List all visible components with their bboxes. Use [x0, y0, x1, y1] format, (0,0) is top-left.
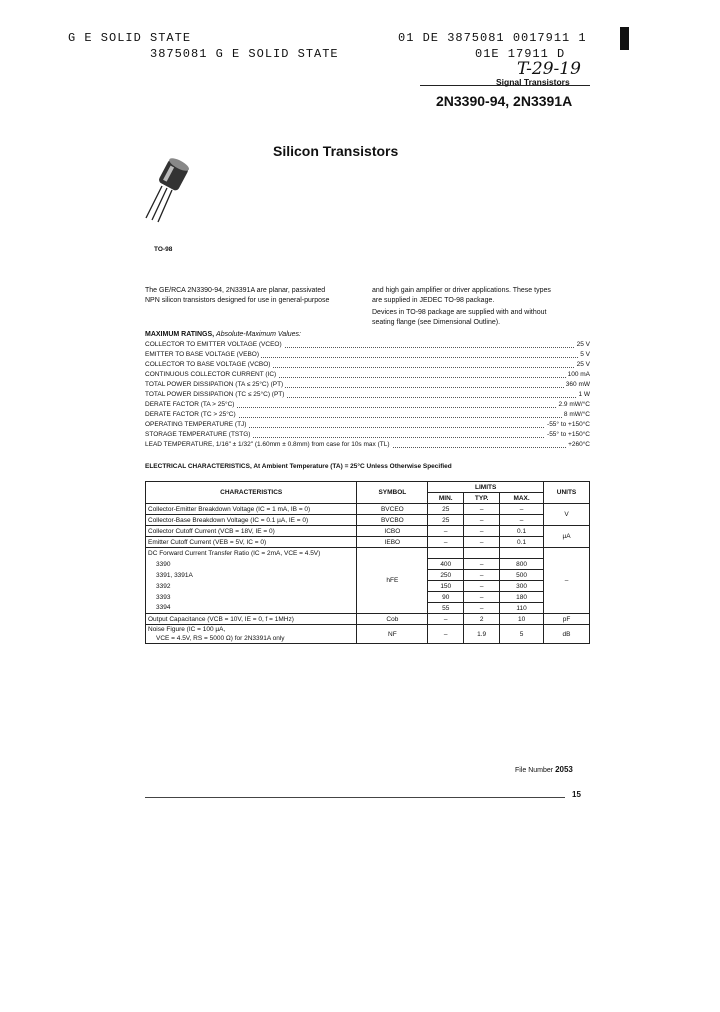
cell-min: –	[428, 625, 464, 644]
cell-char: Output Capacitance (VCB = 10V, IE = 0, f = 1MHz)	[146, 614, 357, 625]
cell-symbol: ICBO	[357, 526, 428, 537]
cell-typ: –	[464, 515, 500, 526]
cell-char: Collector-Emitter Breakdown Voltage (IC = 1 mA, IB = 0)	[146, 504, 357, 515]
cell-typ: –	[464, 592, 500, 603]
intro-right-line1: and high gain amplifier or driver applications. These types	[372, 287, 551, 294]
cell-symbol: Cob	[357, 614, 428, 625]
nf-line1: Noise Figure (IC = 100 µA,	[148, 626, 226, 633]
rating-label: STORAGE TEMPERATURE (TSTG)	[145, 431, 251, 438]
cell-max: 110	[500, 603, 544, 614]
rating-value: 1 W	[578, 391, 590, 398]
cell-max: 300	[500, 581, 544, 592]
col-symbol: SYMBOL	[357, 482, 428, 504]
package-label: TO-98	[154, 246, 173, 253]
category-label: Signal Transistors	[496, 77, 570, 87]
rating-value: 25 V	[576, 341, 590, 348]
cell-max: 180	[500, 592, 544, 603]
cell-min: 250	[428, 570, 464, 581]
intro-right-line2: are supplied in JEDEC TO-98 package.	[372, 297, 495, 304]
cell-min: 90	[428, 592, 464, 603]
cell-units: dB	[544, 625, 590, 644]
rating-label: DERATE FACTOR (TC > 25°C)	[145, 411, 236, 418]
cell-min: 400	[428, 559, 464, 570]
rating-row	[145, 341, 590, 351]
cell-symbol: hFE	[357, 548, 428, 614]
rating-value: 2.9 mW/°C	[558, 401, 590, 408]
col-typ: TYP.	[464, 493, 500, 504]
max-ratings-title: MAXIMUM RATINGS,	[145, 331, 215, 338]
cell-max: –	[500, 504, 544, 515]
rating-label: COLLECTOR TO BASE VOLTAGE (VCBO)	[145, 361, 271, 368]
rating-value: 25 V	[576, 361, 590, 368]
file-number-value: 2053	[555, 765, 573, 774]
nf-line2: VCE = 4.5V, RS = 5000 Ω) for 2N3391A only	[156, 635, 285, 642]
intro-right-line3: Devices in TO-98 package are supplied with and without	[372, 309, 547, 316]
cell-typ: –	[464, 537, 500, 548]
rating-row	[145, 421, 590, 431]
cell-max: –	[500, 515, 544, 526]
rating-row	[145, 431, 590, 441]
rating-label: OPERATING TEMPERATURE (TJ)	[145, 421, 247, 428]
cell-typ: 2	[464, 614, 500, 625]
table-row	[146, 548, 590, 559]
cell-char: Collector-Base Breakdown Voltage (IC = 0.1 µA, IE = 0)	[146, 515, 357, 526]
rating-row	[145, 411, 590, 421]
rating-label: TOTAL POWER DISSIPATION (TC ≤ 25°C) (PT)	[145, 391, 285, 398]
cell-typ: –	[464, 559, 500, 570]
cell-typ: –	[464, 570, 500, 581]
cell-min: –	[428, 526, 464, 537]
cell-max: 500	[500, 570, 544, 581]
file-number-label: File Number	[515, 767, 554, 774]
rating-row	[145, 441, 590, 451]
cell-char	[146, 625, 357, 644]
handwritten-note: T-29-19	[517, 59, 581, 79]
rating-label: CONTINUOUS COLLECTOR CURRENT (IC)	[145, 371, 277, 378]
rating-value: -55° to +150°C	[547, 431, 590, 438]
cell-typ: –	[464, 504, 500, 515]
rating-label: EMITTER TO BASE VOLTAGE (VEBO)	[145, 351, 260, 358]
cell-min: 25	[428, 515, 464, 526]
col-limits: LIMITS	[428, 482, 544, 493]
table-row	[146, 515, 590, 526]
cell-min: –	[428, 537, 464, 548]
scan-mark	[620, 27, 629, 50]
rating-label: LEAD TEMPERATURE, 1/16" ± 1/32" (1.60mm ± 0.8mm) from case for 10s max (TL)	[145, 441, 390, 448]
cell-part: 3390	[146, 559, 357, 570]
cell-char: Emitter Cutoff Current (VEB = 5V, IC = 0)	[146, 537, 357, 548]
table-header-row	[146, 482, 590, 493]
cell-part: 3391, 3391A	[146, 570, 357, 581]
table-row	[146, 504, 590, 515]
cell-symbol: IEBO	[357, 537, 428, 548]
intro-left-line2: NPN silicon transistors designed for use in general-purpose	[145, 297, 330, 304]
cell-symbol: BVCBO	[357, 515, 428, 526]
rating-label: TOTAL POWER DISSIPATION (TA ≤ 25°C) (PT)	[145, 381, 284, 388]
cell-max: 800	[500, 559, 544, 570]
cell-char: DC Forward Current Transfer Ratio (IC = 2mA, VCE = 4.5V)	[146, 548, 357, 559]
transistor-package-icon	[140, 158, 195, 224]
file-number	[515, 765, 573, 774]
cell-char: Collector Cutoff Current (VCB = 18V, IE = 0)	[146, 526, 357, 537]
cell-min: –	[428, 614, 464, 625]
cell-max: 5	[500, 625, 544, 644]
part-numbers: 2N3390-94, 2N3391A	[436, 93, 573, 109]
cell-max: 0.1	[500, 526, 544, 537]
col-characteristics: CHARACTERISTICS	[146, 482, 357, 504]
col-max: MAX.	[500, 493, 544, 504]
cell-units: –	[544, 548, 590, 614]
header-codes-line2: 01E 17911 D	[475, 47, 566, 61]
cell-units: V	[544, 504, 590, 526]
rating-value: -55° to +150°C	[547, 421, 590, 428]
table-row	[146, 526, 590, 537]
cell-typ: –	[464, 526, 500, 537]
footer-rule	[145, 797, 565, 798]
rating-row	[145, 351, 590, 361]
cell-min: 55	[428, 603, 464, 614]
rating-value: 360 mW	[565, 381, 590, 388]
header-company-line1: G E SOLID STATE	[68, 31, 192, 45]
col-units: UNITS	[544, 482, 590, 504]
rating-value: +260°C	[568, 441, 590, 448]
cell-symbol: BVCEO	[357, 504, 428, 515]
elec-heading: ELECTRICAL CHARACTERISTICS, At Ambient Temperature (TA) = 25°C Unless Otherwise Specified	[145, 463, 452, 470]
max-ratings-heading	[145, 331, 301, 338]
cell-typ: 1.9	[464, 625, 500, 644]
intro-right-line4: seating flange (see Dimensional Outline).	[372, 319, 501, 326]
page-title: Silicon Transistors	[273, 143, 399, 159]
elec-characteristics-table	[145, 481, 590, 644]
cell-part: 3392	[146, 581, 357, 592]
max-ratings-subtitle: Absolute-Maximum Values:	[216, 331, 301, 338]
rating-row	[145, 401, 590, 411]
cell-part: 3394	[146, 603, 357, 614]
rating-label: COLLECTOR TO EMITTER VOLTAGE (VCEO)	[145, 341, 282, 348]
cell-units: pF	[544, 614, 590, 625]
cell-part: 3393	[146, 592, 357, 603]
rating-row	[145, 391, 590, 401]
cell-max: 0.1	[500, 537, 544, 548]
table-row	[146, 614, 590, 625]
page-number: 15	[572, 790, 581, 799]
rating-row	[145, 381, 590, 391]
col-min: MIN.	[428, 493, 464, 504]
rating-row	[145, 361, 590, 371]
header-codes-line1: 01 DE 3875081 0017911 1	[398, 31, 587, 45]
rating-value: 5 V	[580, 351, 590, 358]
cell-units: µA	[544, 526, 590, 548]
rating-value: 100 mA	[567, 371, 590, 378]
rating-row	[145, 371, 590, 381]
cell-min: 25	[428, 504, 464, 515]
rating-value: 8 mW/°C	[563, 411, 590, 418]
table-row	[146, 537, 590, 548]
intro-left-line1: The GE/RCA 2N3390-94, 2N3391A are planar, passivated	[145, 287, 326, 294]
cell-typ: –	[464, 581, 500, 592]
cell-max: 10	[500, 614, 544, 625]
cell-symbol: NF	[357, 625, 428, 644]
table-row	[146, 625, 590, 644]
header-company-line2: 3875081 G E SOLID STATE	[150, 47, 339, 61]
cell-typ: –	[464, 603, 500, 614]
cell-min: 150	[428, 581, 464, 592]
rating-label: DERATE FACTOR (TA > 25°C)	[145, 401, 235, 408]
